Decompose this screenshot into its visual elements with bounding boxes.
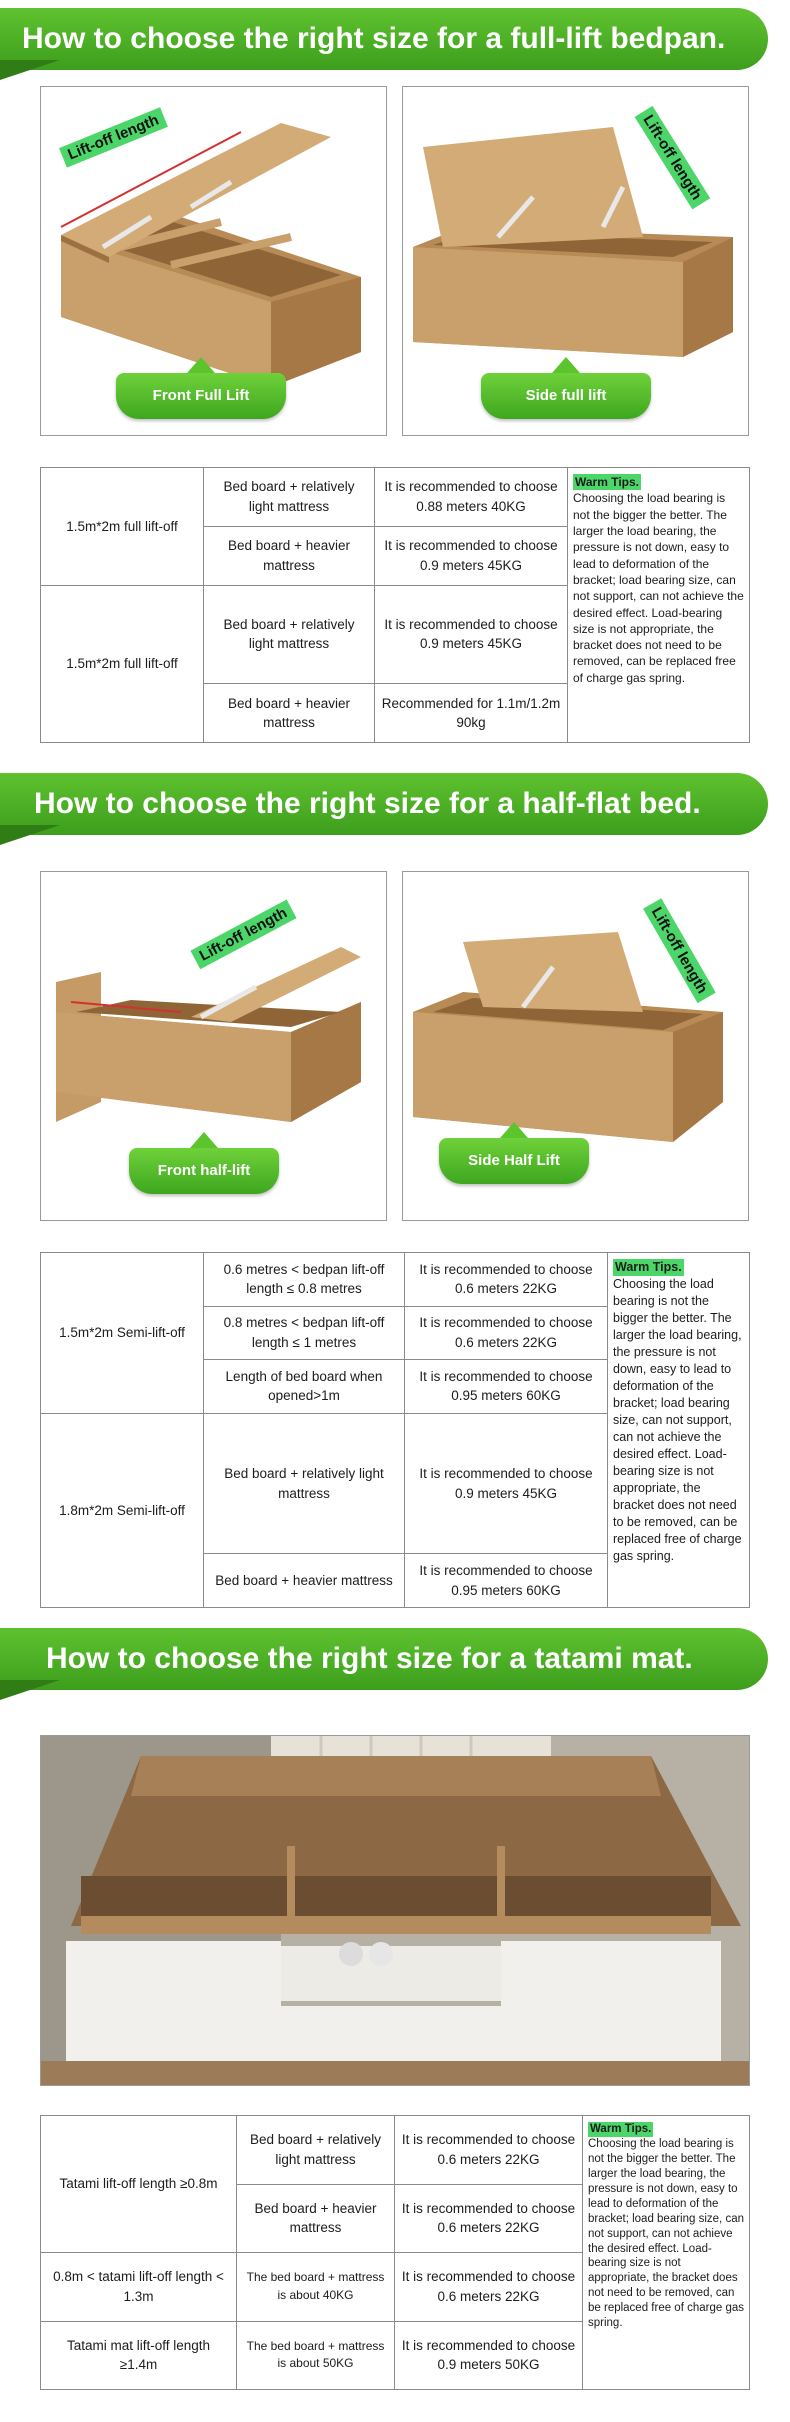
mattress-cell: 0.6 metres < bedpan lift-off length ≤ 0.8 metres — [204, 1253, 405, 1307]
mattress-cell: Bed board + heavier mattress — [204, 1554, 405, 1608]
front-full-lift-label: Front Full Lift — [116, 373, 286, 419]
size-cell: 1.8m*2m Semi-lift-off — [41, 1413, 204, 1607]
warm-tips — [583, 2116, 750, 2390]
recommendation-cell: It is recommended to choose 0.95 meters 60KG — [405, 1360, 608, 1414]
recommendation-cell: It is recommended to choose 0.88 meters 40KG — [375, 468, 568, 527]
side-full-lift-photo — [402, 86, 749, 436]
recommendation-cell: It is recommended to choose 0.9 meters 45KG — [405, 1413, 608, 1554]
mattress-cell: Bed board + relatively light mattress — [204, 468, 375, 527]
warm-tips-heading: Warm Tips. — [575, 475, 640, 489]
size-cell: 0.8m < tatami lift-off length < 1.3m — [41, 2253, 237, 2322]
front-half-lift-photo — [40, 871, 387, 1221]
warm-tips-heading: Warm Tips. — [590, 2123, 652, 2135]
size-cell: Tatami lift-off length ≥0.8m — [41, 2116, 237, 2253]
recommendation-cell: It is recommended to choose 0.9 meters 45KG — [375, 585, 568, 684]
section-banner — [0, 8, 790, 80]
recommendation-cell: It is recommended to choose 0.6 meters 22KG — [405, 1306, 608, 1360]
recommendation-cell: It is recommended to choose 0.6 meters 22KG — [405, 1253, 608, 1307]
size-cell: 1.5m*2m Semi-lift-off — [41, 1253, 204, 1414]
spec-table — [40, 2115, 750, 2390]
front-full-lift-photo — [40, 86, 387, 436]
recommendation-cell: It is recommended to choose 0.6 meters 22KG — [395, 2253, 583, 2322]
lift-off-length-tag: Lift-off length — [635, 106, 710, 209]
mattress-cell: Bed board + heavier mattress — [204, 684, 375, 743]
side-half-lift-label: Side Half Lift — [439, 1138, 589, 1184]
size-cell: 1.5m*2m full lift-off — [41, 468, 204, 586]
mattress-cell: Bed board + relatively light mattress — [204, 585, 375, 684]
mattress-cell: The bed board + mattress is about 50KG — [237, 2321, 395, 2390]
lift-off-length-tag: Lift-off length — [190, 900, 296, 970]
mattress-cell: Length of bed board when opened>1m — [204, 1360, 405, 1414]
recommendation-cell: It is recommended to choose 0.6 meters 22KG — [395, 2184, 583, 2253]
mattress-cell: Bed board + heavier mattress — [237, 2184, 395, 2253]
section-banner — [0, 1628, 790, 1700]
tatami-bed-photo — [40, 1735, 750, 2086]
side-full-lift-label: Side full lift — [481, 373, 651, 419]
recommendation-cell: Recommended for 1.1m/1.2m 90kg — [375, 684, 568, 743]
section-title: How to choose the right size for a full-lift bedpan. — [22, 22, 726, 55]
lift-off-length-tag: Lift-off length — [643, 898, 716, 1003]
warm-tips-body: Choosing the load bearing is not the bigger the better. The larger the load bearing, the pressure is not down, easy to lead to deformation of the bracket; load bearing size, can not support, can not achieve the desired effect. Load-bearing size is not appropriate, the bracket does not need to be removed, can be replaced free of charge gas spring. — [573, 491, 744, 685]
warm-tips — [608, 1253, 750, 1608]
spec-table — [40, 467, 750, 743]
recommendation-cell: It is recommended to choose 0.95 meters 60KG — [405, 1554, 608, 1608]
mattress-cell: The bed board + mattress is about 40KG — [237, 2253, 395, 2322]
recommendation-cell: It is recommended to choose 0.9 meters 50KG — [395, 2321, 583, 2390]
warm-tips-body: Choosing the load bearing is not the bigger the better. The larger the load bearing, the pressure is not down, easy to lead to deformation of the bracket; load bearing size, can not support, can not achieve the desired effect. Load-bearing size is not appropriate, the bracket does not need to be removed, can be replaced free of charge gas spring. — [588, 2137, 744, 2330]
warm-tips-heading: Warm Tips. — [615, 1260, 682, 1274]
mattress-cell: Bed board + relatively light mattress — [237, 2116, 395, 2185]
spec-table — [40, 1252, 750, 1608]
lift-off-length-tag: Lift-off length — [59, 107, 168, 167]
side-half-lift-photo — [402, 871, 749, 1221]
warm-tips-body: Choosing the load bearing is not the bigger the better. The larger the load bearing, the pressure is not down, easy to lead to deformation of the bracket; load bearing size, can not support, can not achieve the desired effect. Load-bearing size is not appropriate, the bracket does not need to be removed, can be replaced free of charge gas spring. — [613, 1277, 742, 1563]
mattress-cell: Bed board + relatively light mattress — [204, 1413, 405, 1554]
mattress-cell: Bed board + heavier mattress — [204, 526, 375, 585]
recommendation-cell: It is recommended to choose 0.6 meters 22KG — [395, 2116, 583, 2185]
recommendation-cell: It is recommended to choose 0.9 meters 45KG — [375, 526, 568, 585]
size-cell: Tatami mat lift-off length ≥1.4m — [41, 2321, 237, 2390]
front-half-lift-label: Front half-lift — [129, 1148, 279, 1194]
section-banner — [0, 773, 790, 845]
mattress-cell: 0.8 metres < bedpan lift-off length ≤ 1 metres — [204, 1306, 405, 1360]
warm-tips — [568, 468, 750, 743]
section-title: How to choose the right size for a tatami mat. — [46, 1642, 693, 1675]
section-title: How to choose the right size for a half-flat bed. — [34, 787, 701, 820]
size-cell: 1.5m*2m full lift-off — [41, 585, 204, 742]
